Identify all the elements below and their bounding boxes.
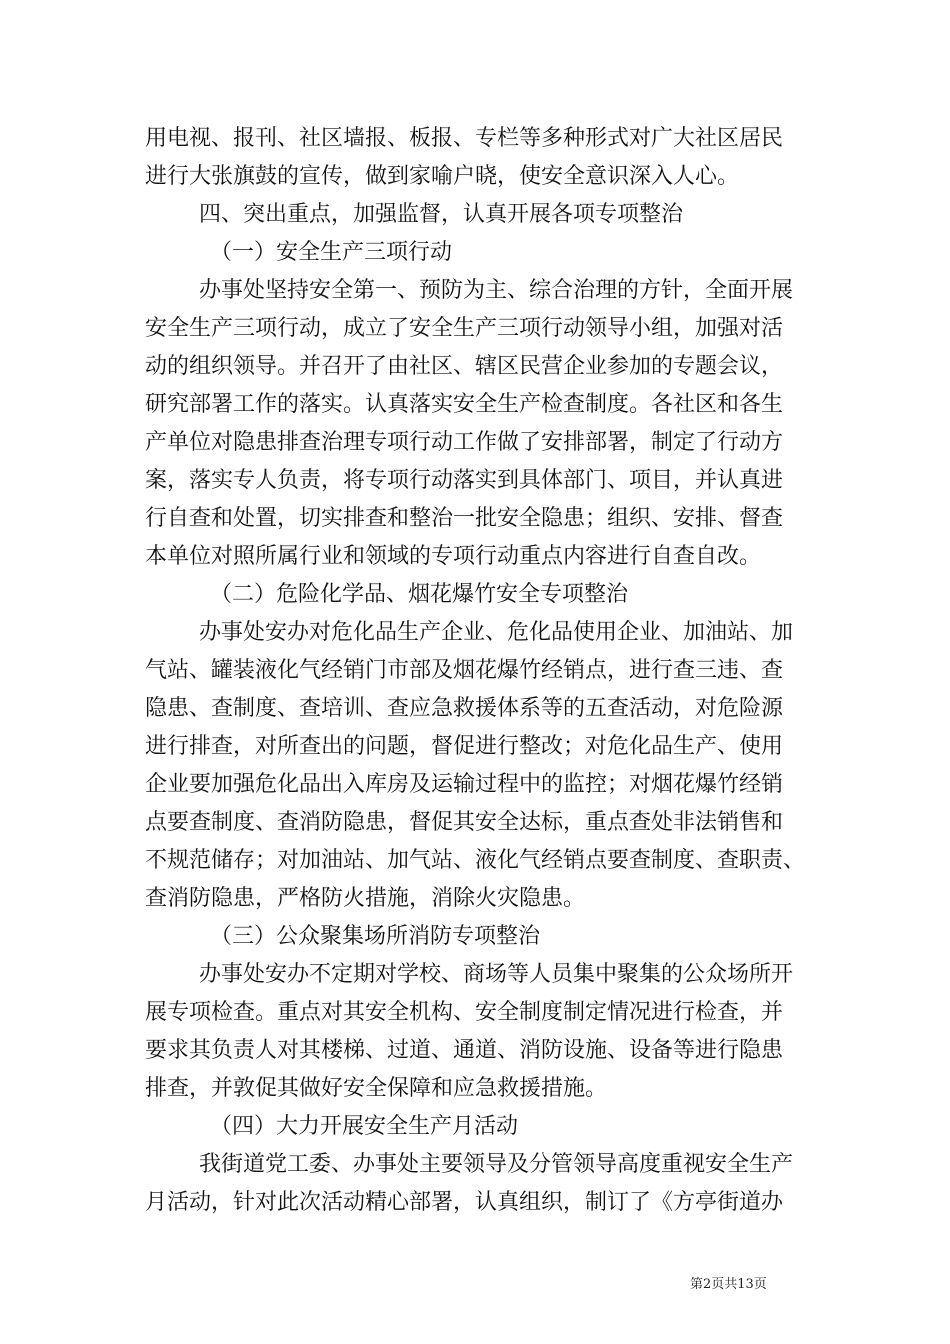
body-line: 排查，并敦促其做好安全保障和应急救援措施。 <box>145 1076 608 1101</box>
subsection-heading: （一）安全生产三项行动 <box>210 240 453 265</box>
body-line: 用电视、报刊、社区墙报、板报、专栏等多种形式对广大社区居民 <box>145 126 784 151</box>
paragraph-first-line: 办事处安办对危化品生产企业、危化品使用企业、加油站、加 <box>199 620 794 645</box>
body-line: 企业要加强危化品出入库房及运输过程中的监控；对烟花爆竹经销 <box>145 772 784 797</box>
body-line: 研究部署工作的落实。认真落实安全生产检查制度。各社区和各生 <box>145 392 784 417</box>
paragraph-first-line: 办事处安办不定期对学校、商场等人员集中聚集的公众场所开 <box>199 962 794 987</box>
body-line: 产单位对隐患排查治理专项行动工作做了安排部署，制定了行动方 <box>145 430 784 455</box>
subsection-heading: （二）危险化学品、烟花爆竹安全专项整治 <box>210 582 629 607</box>
body-line: 行自查和处置，切实排查和整治一批安全隐患；组织、安排、督查 <box>145 506 784 531</box>
body-line: 展专项检查。重点对其安全机构、安全制度制定情况进行检查，并 <box>145 1000 784 1025</box>
body-line: 月活动，针对此次活动精心部署，认真组织，制订了《方亭街道办 <box>145 1190 784 1215</box>
body-line: 查消防隐患，严格防火措施，消除火灾隐患。 <box>145 886 586 911</box>
body-line: 要求其负责人对其楼梯、过道、通道、消防设施、设备等进行隐患 <box>145 1038 784 1063</box>
body-line: 安全生产三项行动，成立了安全生产三项行动领导小组，加强对活 <box>145 316 784 341</box>
section-heading: 四、突出重点，加强监督，认真开展各项专项整治 <box>199 202 684 227</box>
body-line: 案，落实专人负责，将专项行动落实到具体部门、项目，并认真进 <box>145 468 784 493</box>
body-line: 气站、罐装液化气经销门市部及烟花爆竹经销点，进行查三违、查 <box>145 658 784 683</box>
paragraph-first-line: 办事处坚持安全第一、预防为主、综合治理的方针，全面开展 <box>199 278 794 303</box>
body-line: 进行排查，对所查出的问题，督促进行整改；对危化品生产、使用 <box>145 734 784 759</box>
subsection-heading: （四）大力开展安全生产月活动 <box>210 1114 519 1139</box>
paragraph-first-line: 我街道党工委、办事处主要领导及分管领导高度重视安全生产 <box>199 1152 794 1177</box>
body-line: 点要查制度、查消防隐患，督促其安全达标，重点查处非法销售和 <box>145 810 784 835</box>
page-number-footer: 第2页共13页 <box>690 1277 767 1292</box>
subsection-heading: （三）公众聚集场所消防专项整治 <box>210 924 541 949</box>
body-line: 隐患、查制度、查培训、查应急救援体系等的五查活动，对危险源 <box>145 696 784 721</box>
body-line: 进行大张旗鼓的宣传，做到家喻户晓，使安全意识深入人心。 <box>145 164 740 189</box>
body-line: 本单位对照所属行业和领域的专项行动重点内容进行自查自改。 <box>145 544 762 569</box>
body-line: 不规范储存；对加油站、加气站、液化气经销点要查制度、查职责、 <box>145 848 806 873</box>
body-line: 动的组织领导。并召开了由社区、辖区民营企业参加的专题会议， <box>145 354 784 379</box>
